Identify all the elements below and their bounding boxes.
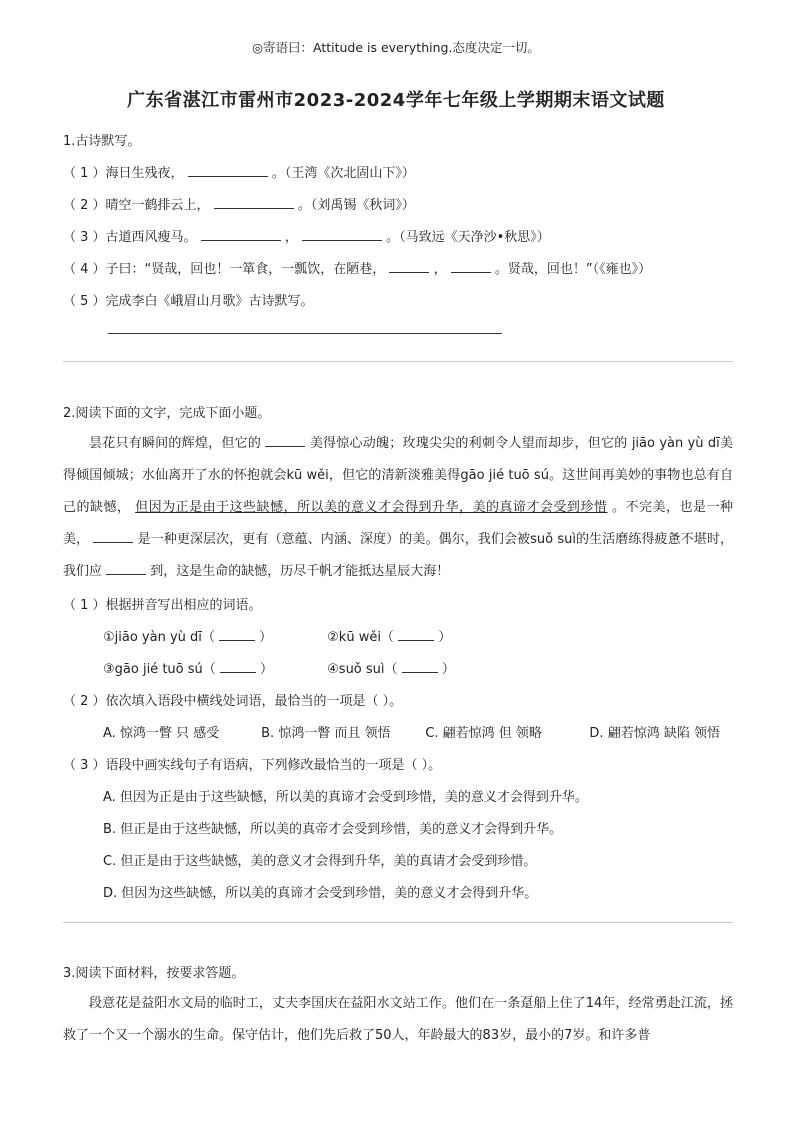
paren-close: ） <box>260 662 274 677</box>
section-divider <box>63 922 733 923</box>
q1-item-1-text-a: （ 1 ）海日生残夜， <box>63 166 184 181</box>
answer-blank[interactable] <box>214 194 294 209</box>
q2-heading: 2.阅读下面的文字，完成下面小题。 <box>63 406 271 421</box>
answer-blank[interactable] <box>451 258 491 273</box>
q1-item-2-text-b: 。（刘禹锡《秋词》） <box>297 198 415 213</box>
q1-item-4-text-a: （ 4 ）子曰：“贤哉，回也！一箪食，一瓢饮，在陋巷， <box>63 262 386 277</box>
option-d[interactable]: D. 但因为这些缺憾，所以美的真谛才会受到珍惜，美的意义才会得到升华。 <box>103 886 538 901</box>
option-a[interactable]: A. 惊鸿一瞥 只 感受 <box>103 726 220 741</box>
q1-item-3-text-a: （ 3 ）古道西风瘦马。 <box>63 230 197 245</box>
q1-item-5: （ 5 ）完成李白《峨眉山月歌》古诗默写。 <box>63 294 314 309</box>
answer-blank[interactable] <box>219 626 255 641</box>
answer-line[interactable] <box>108 333 502 334</box>
q1-item-4 <box>63 258 651 277</box>
pinyin-4: ④suǒ suì（ <box>327 662 398 677</box>
option-a[interactable]: A. 但因为正是由于这些缺憾，所以美的真谛才会受到珍惜，美的意义才会得到升华。 <box>103 790 588 805</box>
option-b[interactable]: B. 惊鸿一瞥 而且 领悟 <box>261 726 391 741</box>
motto: ◎寄语曰：Attitude is everything.态度决定一切。 <box>252 40 540 55</box>
q1-item-3-text-c: 。（马致远《天净沙•秋思》） <box>386 230 550 245</box>
q1-item-2 <box>63 194 415 213</box>
q2-sub1: （ 1 ）根据拼音写出相应的词语。 <box>63 598 262 613</box>
pinyin-1: ①jiāo yàn yù dī（ <box>103 630 215 645</box>
passage-text: 到，这是生命的缺憾，历尽千帆才能抵达星辰大海！ <box>150 564 450 579</box>
pinyin-2: ②kū wěi（ <box>327 630 394 645</box>
paren-close: ） <box>259 630 273 645</box>
passage-text: 是一种更深层次，更有（意蕴、内涵、深度）的美。偶尔，我们会被suǒ suì的生活磨练得疲惫不堪时，我们应 <box>63 532 733 579</box>
q1-item-2-text-a: （ 2 ）晴空一鹤排云上， <box>63 198 210 213</box>
paren-close: ） <box>438 630 452 645</box>
option-d[interactable]: D. 翩若惊鸿 缺陷 领悟 <box>589 726 720 741</box>
q2-sub2: （ 2 ）依次填入语段中横线处词语，最恰当的一项是（ ）。 <box>63 694 403 709</box>
underlined-sentence: 但因为正是由于这些缺憾，所以美的意义才会得到升华，美的真谛才会受到珍惜 <box>135 500 608 515</box>
answer-blank[interactable] <box>402 658 438 673</box>
answer-blank[interactable] <box>188 162 268 177</box>
section-divider <box>63 361 733 362</box>
answer-blank[interactable] <box>201 226 281 241</box>
option-c[interactable]: C. 翩若惊鸿 但 领略 <box>425 726 542 741</box>
option-b[interactable]: B. 但正是由于这些缺憾，所以美的真帝才会受到珍惜，美的意义才会得到升华。 <box>103 822 563 837</box>
option-c[interactable]: C. 但正是由于这些缺憾，美的意义才会得到升华，美的真请才会受到珍惜。 <box>103 854 537 869</box>
pinyin-3: ③gāo jié tuō sú（ <box>103 662 216 677</box>
page-title: 广东省湛江市雷州市2023-2024学年七年级上学期期末语文试题 <box>127 90 665 111</box>
q2-sub3: （ 3 ）语段中画实线句子有语病，下列修改最恰当的一项是（ ）。 <box>63 758 442 773</box>
q2-passage <box>63 428 733 588</box>
passage-text: 段意花是益阳水文局的临时工，丈夫李国庆在益阳水文站工作。他们在一条趸船上住了14年，经常勇赴江流，拯救了一个又一个溺水的生命。保守估计，他们先后救了50人，年龄最大的83岁，最小的7岁。和许多普 <box>63 996 733 1043</box>
passage-blank <box>106 560 146 575</box>
paren-close: ） <box>441 662 455 677</box>
passage-text: 。不完美，也是一种美， <box>63 500 733 547</box>
q1-heading: 1.古诗默写。 <box>63 134 141 149</box>
q1-item-4-text-b: ， <box>433 262 447 277</box>
q1-item-3-text-b: ， <box>284 230 298 245</box>
q1-item-1-text-b: 。（王湾《次北固山下》） <box>271 166 415 181</box>
answer-blank[interactable] <box>389 258 429 273</box>
answer-blank[interactable] <box>220 658 256 673</box>
answer-blank[interactable] <box>398 626 434 641</box>
q3-passage <box>63 988 733 1052</box>
q1-item-3 <box>63 226 550 245</box>
pinyin-row-1 <box>103 626 451 645</box>
q2-sub2-options <box>103 722 720 741</box>
passage-text: 昙花只有瞬间的辉煌，但它的 <box>89 436 262 451</box>
passage-text: 美得惊心动魄；玫瑰尖尖的利刺令人望而却步，但它的 jiāo yàn yù dī美得倾国倾城；水仙离开了水的怀抱就会kū wěi，但它的清新淡雅美得gāo jié tuō sú。这世间再美妙的事物也总有自己的缺憾， <box>63 436 733 515</box>
q1-item-4-text-c: 。贤哉，回也！”（《雍也》） <box>494 262 652 277</box>
passage-blank <box>93 528 133 543</box>
q3-heading: 3.阅读下面材料，按要求答题。 <box>63 966 245 981</box>
answer-blank[interactable] <box>302 226 382 241</box>
passage-blank <box>265 432 305 447</box>
q1-item-1 <box>63 162 415 181</box>
pinyin-row-2 <box>103 658 455 677</box>
